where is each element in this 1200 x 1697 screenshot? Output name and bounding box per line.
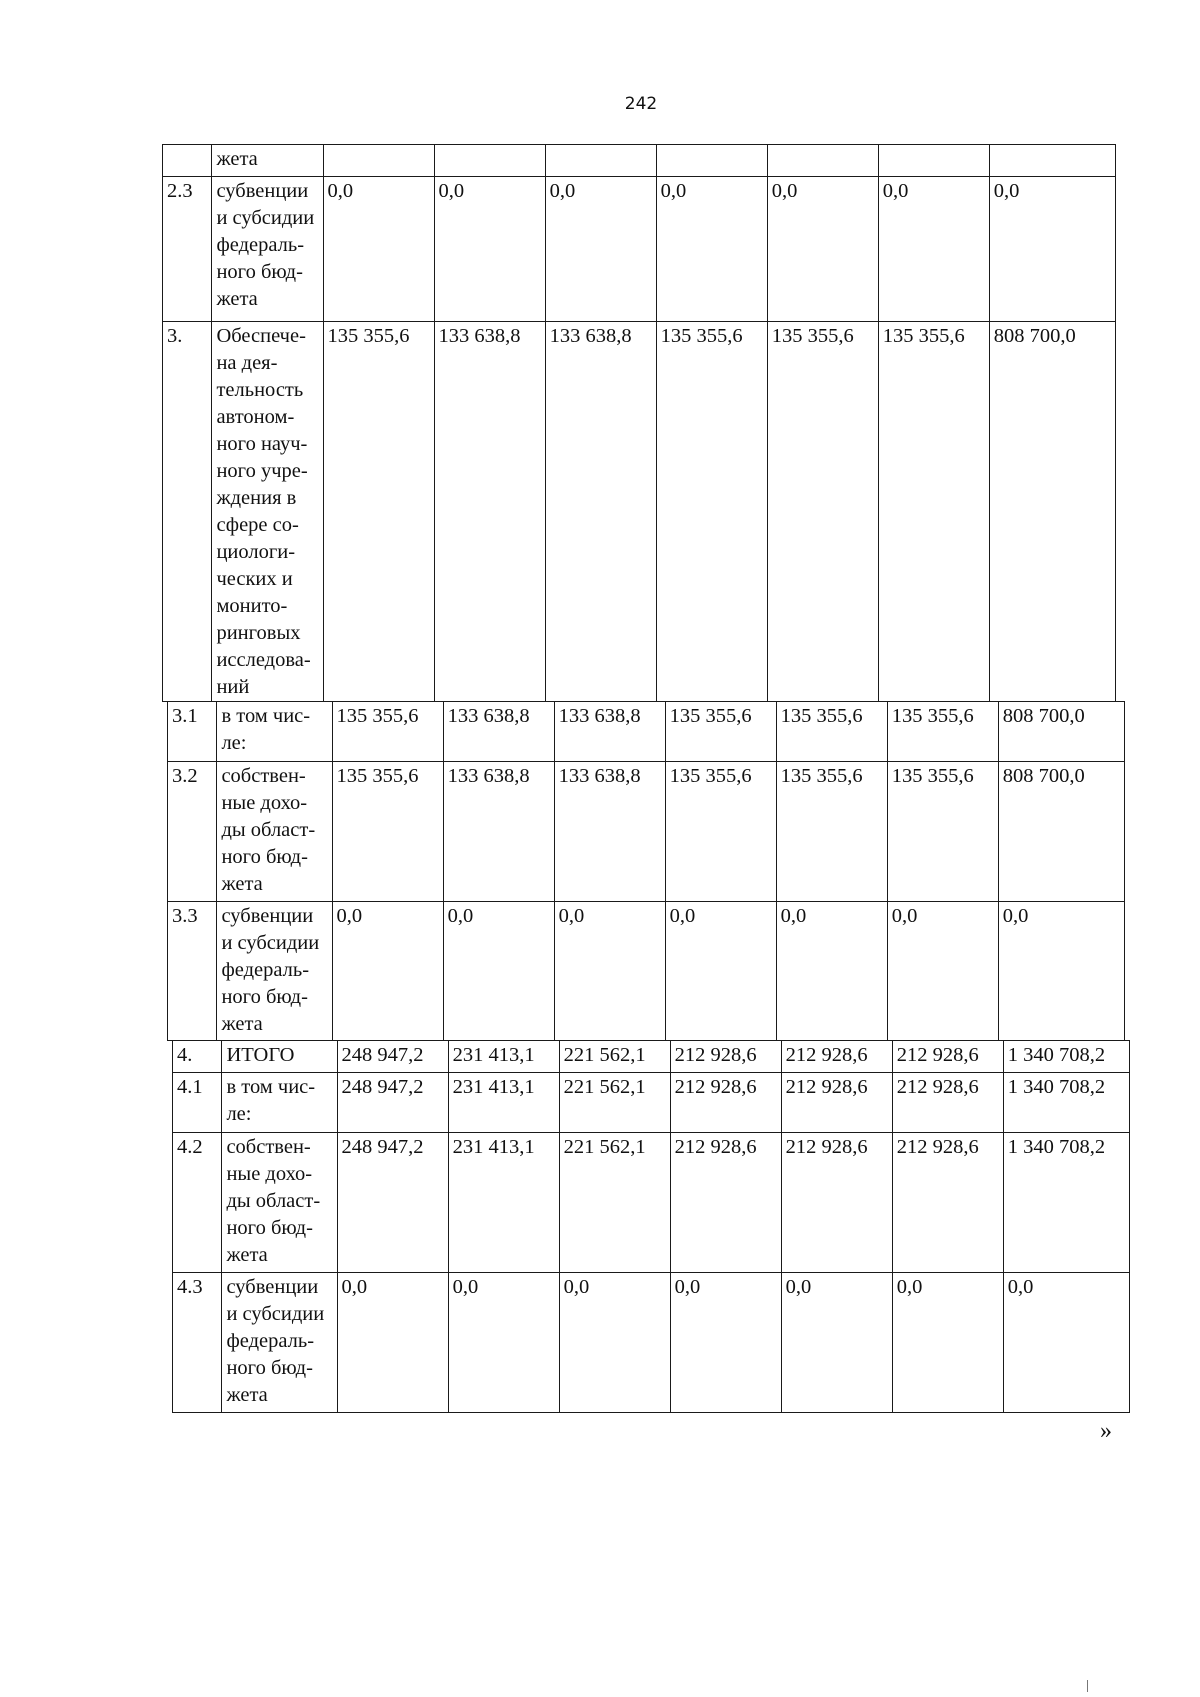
table-row xyxy=(168,762,1125,902)
budget-table-part-1 xyxy=(162,144,1116,702)
row-number: 3.1 xyxy=(168,702,217,762)
value-cell: 808 700,0 xyxy=(998,702,1124,762)
table-row xyxy=(163,145,1116,177)
value-cell: 212 928,6 xyxy=(892,1041,1003,1073)
value-cell: 0,0 xyxy=(1003,1273,1129,1413)
row-number: 4.1 xyxy=(173,1073,222,1133)
row-number: 4.3 xyxy=(173,1273,222,1413)
value-cell: 212 928,6 xyxy=(781,1133,892,1273)
value-cell: 248 947,2 xyxy=(337,1041,448,1073)
table-row xyxy=(163,322,1116,702)
table-row xyxy=(173,1041,1130,1073)
value-cell xyxy=(989,145,1115,177)
value-cell: 212 928,6 xyxy=(670,1073,781,1133)
row-number: 3. xyxy=(163,322,212,702)
value-cell: 135 355,6 xyxy=(332,762,443,902)
value-cell: 135 355,6 xyxy=(887,702,998,762)
row-number xyxy=(163,145,212,177)
value-cell: 1 340 708,2 xyxy=(1003,1073,1129,1133)
value-cell: 231 413,1 xyxy=(448,1133,559,1273)
table-row xyxy=(173,1133,1130,1273)
closing-quote-mark: » xyxy=(1100,1418,1112,1444)
value-cell xyxy=(767,145,878,177)
value-cell: 135 355,6 xyxy=(656,322,767,702)
value-cell: 0,0 xyxy=(887,902,998,1041)
value-cell: 135 355,6 xyxy=(323,322,434,702)
table-row xyxy=(163,177,1116,322)
value-cell: 212 928,6 xyxy=(892,1133,1003,1273)
value-cell: 135 355,6 xyxy=(776,702,887,762)
value-cell: 231 413,1 xyxy=(448,1073,559,1133)
row-label: в том чис-ле: xyxy=(217,702,332,762)
value-cell: 212 928,6 xyxy=(670,1041,781,1073)
value-cell: 212 928,6 xyxy=(670,1133,781,1273)
row-label: субвенции и субсидии федераль-ного бюд-жета xyxy=(217,902,332,1041)
value-cell: 0,0 xyxy=(559,1273,670,1413)
row-label: в том чис-ле: xyxy=(222,1073,337,1133)
value-cell: 133 638,8 xyxy=(554,762,665,902)
row-number: 4.2 xyxy=(173,1133,222,1273)
value-cell: 0,0 xyxy=(998,902,1124,1041)
value-cell: 0,0 xyxy=(323,177,434,322)
value-cell: 133 638,8 xyxy=(443,762,554,902)
value-cell: 231 413,1 xyxy=(448,1041,559,1073)
value-cell: 0,0 xyxy=(767,177,878,322)
value-cell: 133 638,8 xyxy=(545,322,656,702)
value-cell: 0,0 xyxy=(434,177,545,322)
page-number: 242 xyxy=(624,94,658,114)
row-label: субвенции и субсидии федераль-ного бюд-жета xyxy=(222,1273,337,1413)
value-cell: 135 355,6 xyxy=(665,762,776,902)
budget-table-part-3 xyxy=(172,1040,1130,1413)
value-cell: 808 700,0 xyxy=(998,762,1124,902)
row-number: 3.2 xyxy=(168,762,217,902)
value-cell: 221 562,1 xyxy=(559,1133,670,1273)
value-cell: 0,0 xyxy=(892,1273,1003,1413)
value-cell: 0,0 xyxy=(781,1273,892,1413)
value-cell: 0,0 xyxy=(545,177,656,322)
value-cell: 0,0 xyxy=(665,902,776,1041)
value-cell: 1 340 708,2 xyxy=(1003,1041,1129,1073)
value-cell: 0,0 xyxy=(656,177,767,322)
row-label: ИТОГО xyxy=(222,1041,337,1073)
row-label: Обеспече-на дея-тельность автоном-ного науч-ного учре-ждения в сфере со-циологи-ческих и монито-ринговых исследова-ний xyxy=(212,322,323,702)
value-cell: 135 355,6 xyxy=(878,322,989,702)
value-cell: 0,0 xyxy=(448,1273,559,1413)
value-cell: 133 638,8 xyxy=(443,702,554,762)
value-cell: 0,0 xyxy=(878,177,989,322)
value-cell: 248 947,2 xyxy=(337,1133,448,1273)
value-cell: 133 638,8 xyxy=(434,322,545,702)
row-number: 4. xyxy=(173,1041,222,1073)
value-cell: 135 355,6 xyxy=(776,762,887,902)
scan-artifact xyxy=(1087,1680,1088,1692)
table-row xyxy=(173,1073,1130,1133)
value-cell xyxy=(545,145,656,177)
value-cell xyxy=(878,145,989,177)
value-cell: 133 638,8 xyxy=(554,702,665,762)
row-number: 2.3 xyxy=(163,177,212,322)
value-cell: 248 947,2 xyxy=(337,1073,448,1133)
table-row xyxy=(173,1273,1130,1413)
value-cell: 212 928,6 xyxy=(892,1073,1003,1133)
value-cell: 221 562,1 xyxy=(559,1041,670,1073)
row-label: субвенции и субсидии федераль-ного бюд-жета xyxy=(212,177,323,322)
value-cell: 0,0 xyxy=(989,177,1115,322)
value-cell: 0,0 xyxy=(776,902,887,1041)
value-cell: 212 928,6 xyxy=(781,1041,892,1073)
value-cell: 221 562,1 xyxy=(559,1073,670,1133)
value-cell: 0,0 xyxy=(554,902,665,1041)
value-cell xyxy=(323,145,434,177)
value-cell: 0,0 xyxy=(443,902,554,1041)
row-number: 3.3 xyxy=(168,902,217,1041)
budget-table-part-2 xyxy=(167,701,1125,1041)
table-row xyxy=(168,702,1125,762)
row-label: жета xyxy=(212,145,323,177)
value-cell: 135 355,6 xyxy=(665,702,776,762)
row-label: собствен-ные дохо-ды област-ного бюд-жета xyxy=(222,1133,337,1273)
value-cell: 808 700,0 xyxy=(989,322,1115,702)
value-cell: 0,0 xyxy=(670,1273,781,1413)
value-cell: 212 928,6 xyxy=(781,1073,892,1133)
value-cell xyxy=(656,145,767,177)
row-label: собствен-ные дохо-ды област-ного бюд-жета xyxy=(217,762,332,902)
value-cell: 1 340 708,2 xyxy=(1003,1133,1129,1273)
table-row xyxy=(168,902,1125,1041)
value-cell: 0,0 xyxy=(332,902,443,1041)
value-cell: 0,0 xyxy=(337,1273,448,1413)
value-cell xyxy=(434,145,545,177)
value-cell: 135 355,6 xyxy=(332,702,443,762)
value-cell: 135 355,6 xyxy=(887,762,998,902)
value-cell: 135 355,6 xyxy=(767,322,878,702)
